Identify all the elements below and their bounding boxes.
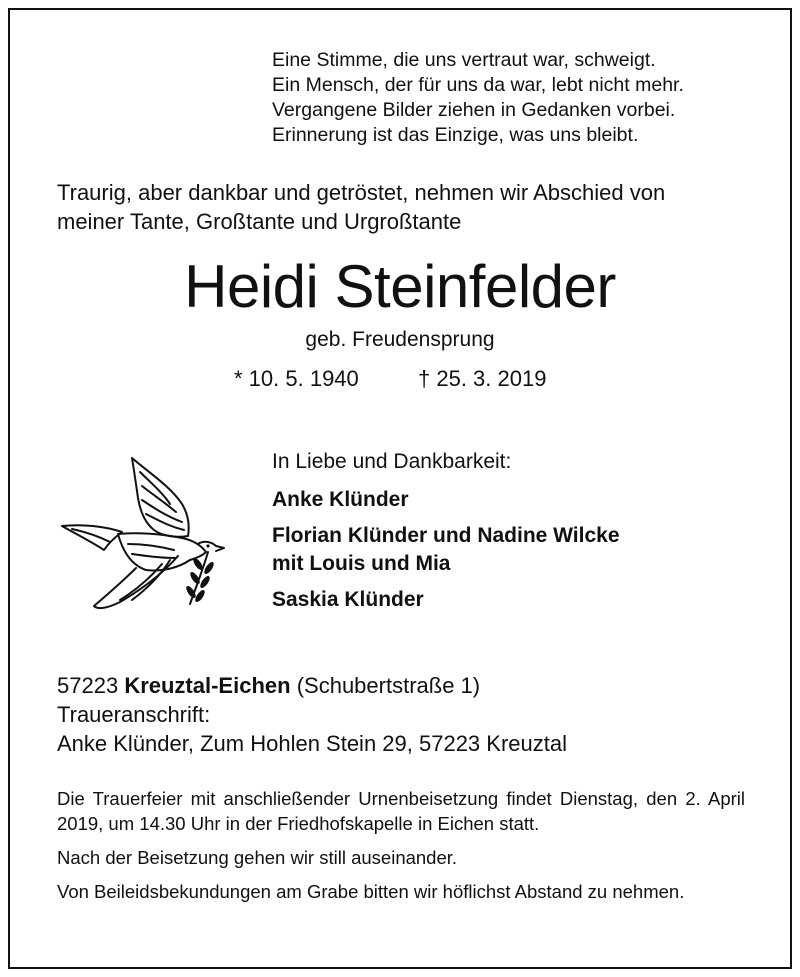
postcode: 57223 [57, 673, 119, 698]
mourner-name: Anke Klünder [272, 488, 409, 511]
poem-line: Vergangene Bilder ziehen in Gedanken vorbei. [272, 99, 676, 121]
poem [272, 48, 684, 148]
funeral-notice: Die Trauerfeier mit anschließender Urnenbeisetzung findet Dienstag, den 2. April 2019, um 14.30 Uhr in der Friedhofskapelle in Eichen statt. [57, 788, 745, 834]
mourning-address-label: Traueranschrift: [57, 702, 211, 727]
address-block [57, 671, 567, 758]
notice-line: Nach der Beisetzung gehen wir still auseinander. [57, 847, 458, 868]
mourning-address: Anke Klünder, Zum Hohlen Stein 29, 57223 Kreuztal [57, 731, 567, 756]
death-date: † 25. 3. 2019 [418, 366, 547, 391]
intro-line: Traurig, aber dankbar und getröstet, nehmen wir Abschied von [57, 180, 666, 205]
birth-name: geb. Freudensprung [305, 328, 495, 351]
poem-line: Eine Stimme, die uns vertraut war, schweigt. [272, 49, 656, 71]
intro-line: meiner Tante, Großtante und Urgroßtante [57, 209, 462, 234]
street: (Schubertstraße 1) [296, 673, 481, 698]
mourners-lead: In Liebe und Dankbarkeit: [272, 450, 512, 473]
residence-line [57, 671, 567, 700]
poem-line: Erinnerung ist das Einzige, was uns bleibt. [272, 124, 639, 146]
notices [57, 786, 745, 913]
notice-line: Von Beileidsbekundungen am Grabe bitten wir höflichst Abstand zu nehmen. [57, 881, 685, 902]
mourner-name: mit Louis und Mia [272, 552, 451, 575]
poem-line: Ein Mensch, der für uns da war, lebt nicht mehr. [272, 74, 684, 96]
mourner-name: Florian Klünder und Nadine Wilcke [272, 524, 620, 547]
mourner-name: Saskia Klünder [272, 588, 424, 611]
town: Kreuztal-Eichen [124, 673, 291, 698]
dove-with-olive-branch-icon [58, 452, 228, 612]
deceased-name: Heidi Steinfelder [184, 253, 616, 320]
birth-date: * 10. 5. 1940 [234, 366, 359, 391]
mourners [272, 448, 620, 614]
intro-text [57, 178, 665, 236]
